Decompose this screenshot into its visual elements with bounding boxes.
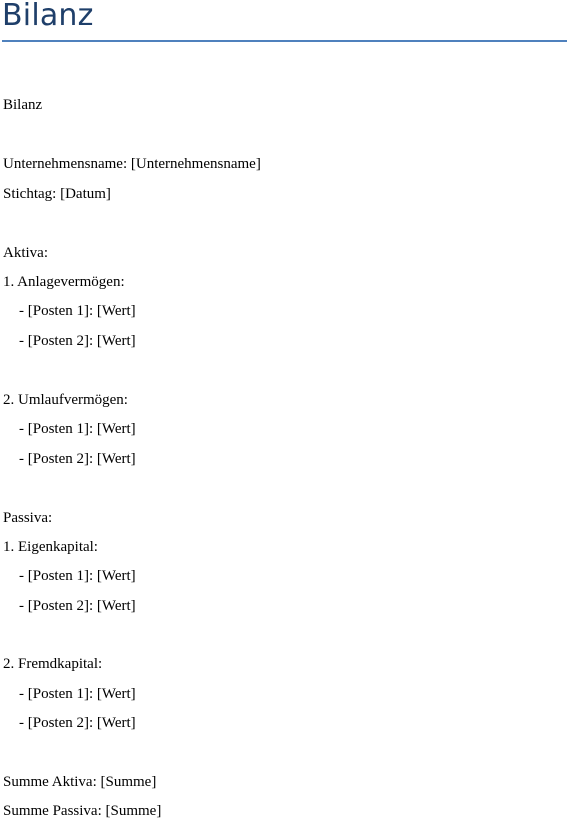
- passiva-section-2-item-1: - [Posten 1]: [Wert]: [19, 686, 136, 702]
- passiva-section-1-item-1: - [Posten 1]: [Wert]: [19, 568, 136, 584]
- passiva-label: Passiva:: [3, 510, 53, 526]
- aktiva-section-2-item-2: - [Posten 2]: [Wert]: [19, 451, 136, 467]
- summe-aktiva-line: Summe Aktiva: [Summe]: [3, 774, 157, 790]
- aktiva-section-2-item-1: - [Posten 1]: [Wert]: [19, 421, 136, 437]
- document-title: Bilanz: [2, 0, 94, 33]
- aktiva-section-1-item-2: - [Posten 2]: [Wert]: [19, 333, 136, 349]
- aktiva-section-2-label: 2. Umlaufvermögen:: [3, 392, 128, 408]
- aktiva-section-1-item-1: - [Posten 1]: [Wert]: [19, 303, 136, 319]
- summe-passiva-line: Summe Passiva: [Summe]: [3, 803, 162, 819]
- passiva-section-1-label: 1. Eigenkapital:: [3, 539, 98, 555]
- passiva-section-2-item-2: - [Posten 2]: [Wert]: [19, 715, 136, 731]
- company-name-line: Unternehmensname: [Unternehmensname]: [3, 156, 261, 172]
- date-line: Stichtag: [Datum]: [3, 186, 111, 202]
- passiva-section-1-item-2: - [Posten 2]: [Wert]: [19, 598, 136, 614]
- aktiva-section-1-label: 1. Anlagevermögen:: [3, 274, 125, 290]
- aktiva-label: Aktiva:: [3, 245, 48, 261]
- passiva-section-2-label: 2. Fremdkapital:: [3, 656, 103, 672]
- body-heading: Bilanz: [3, 97, 43, 113]
- title-underline: [2, 40, 567, 42]
